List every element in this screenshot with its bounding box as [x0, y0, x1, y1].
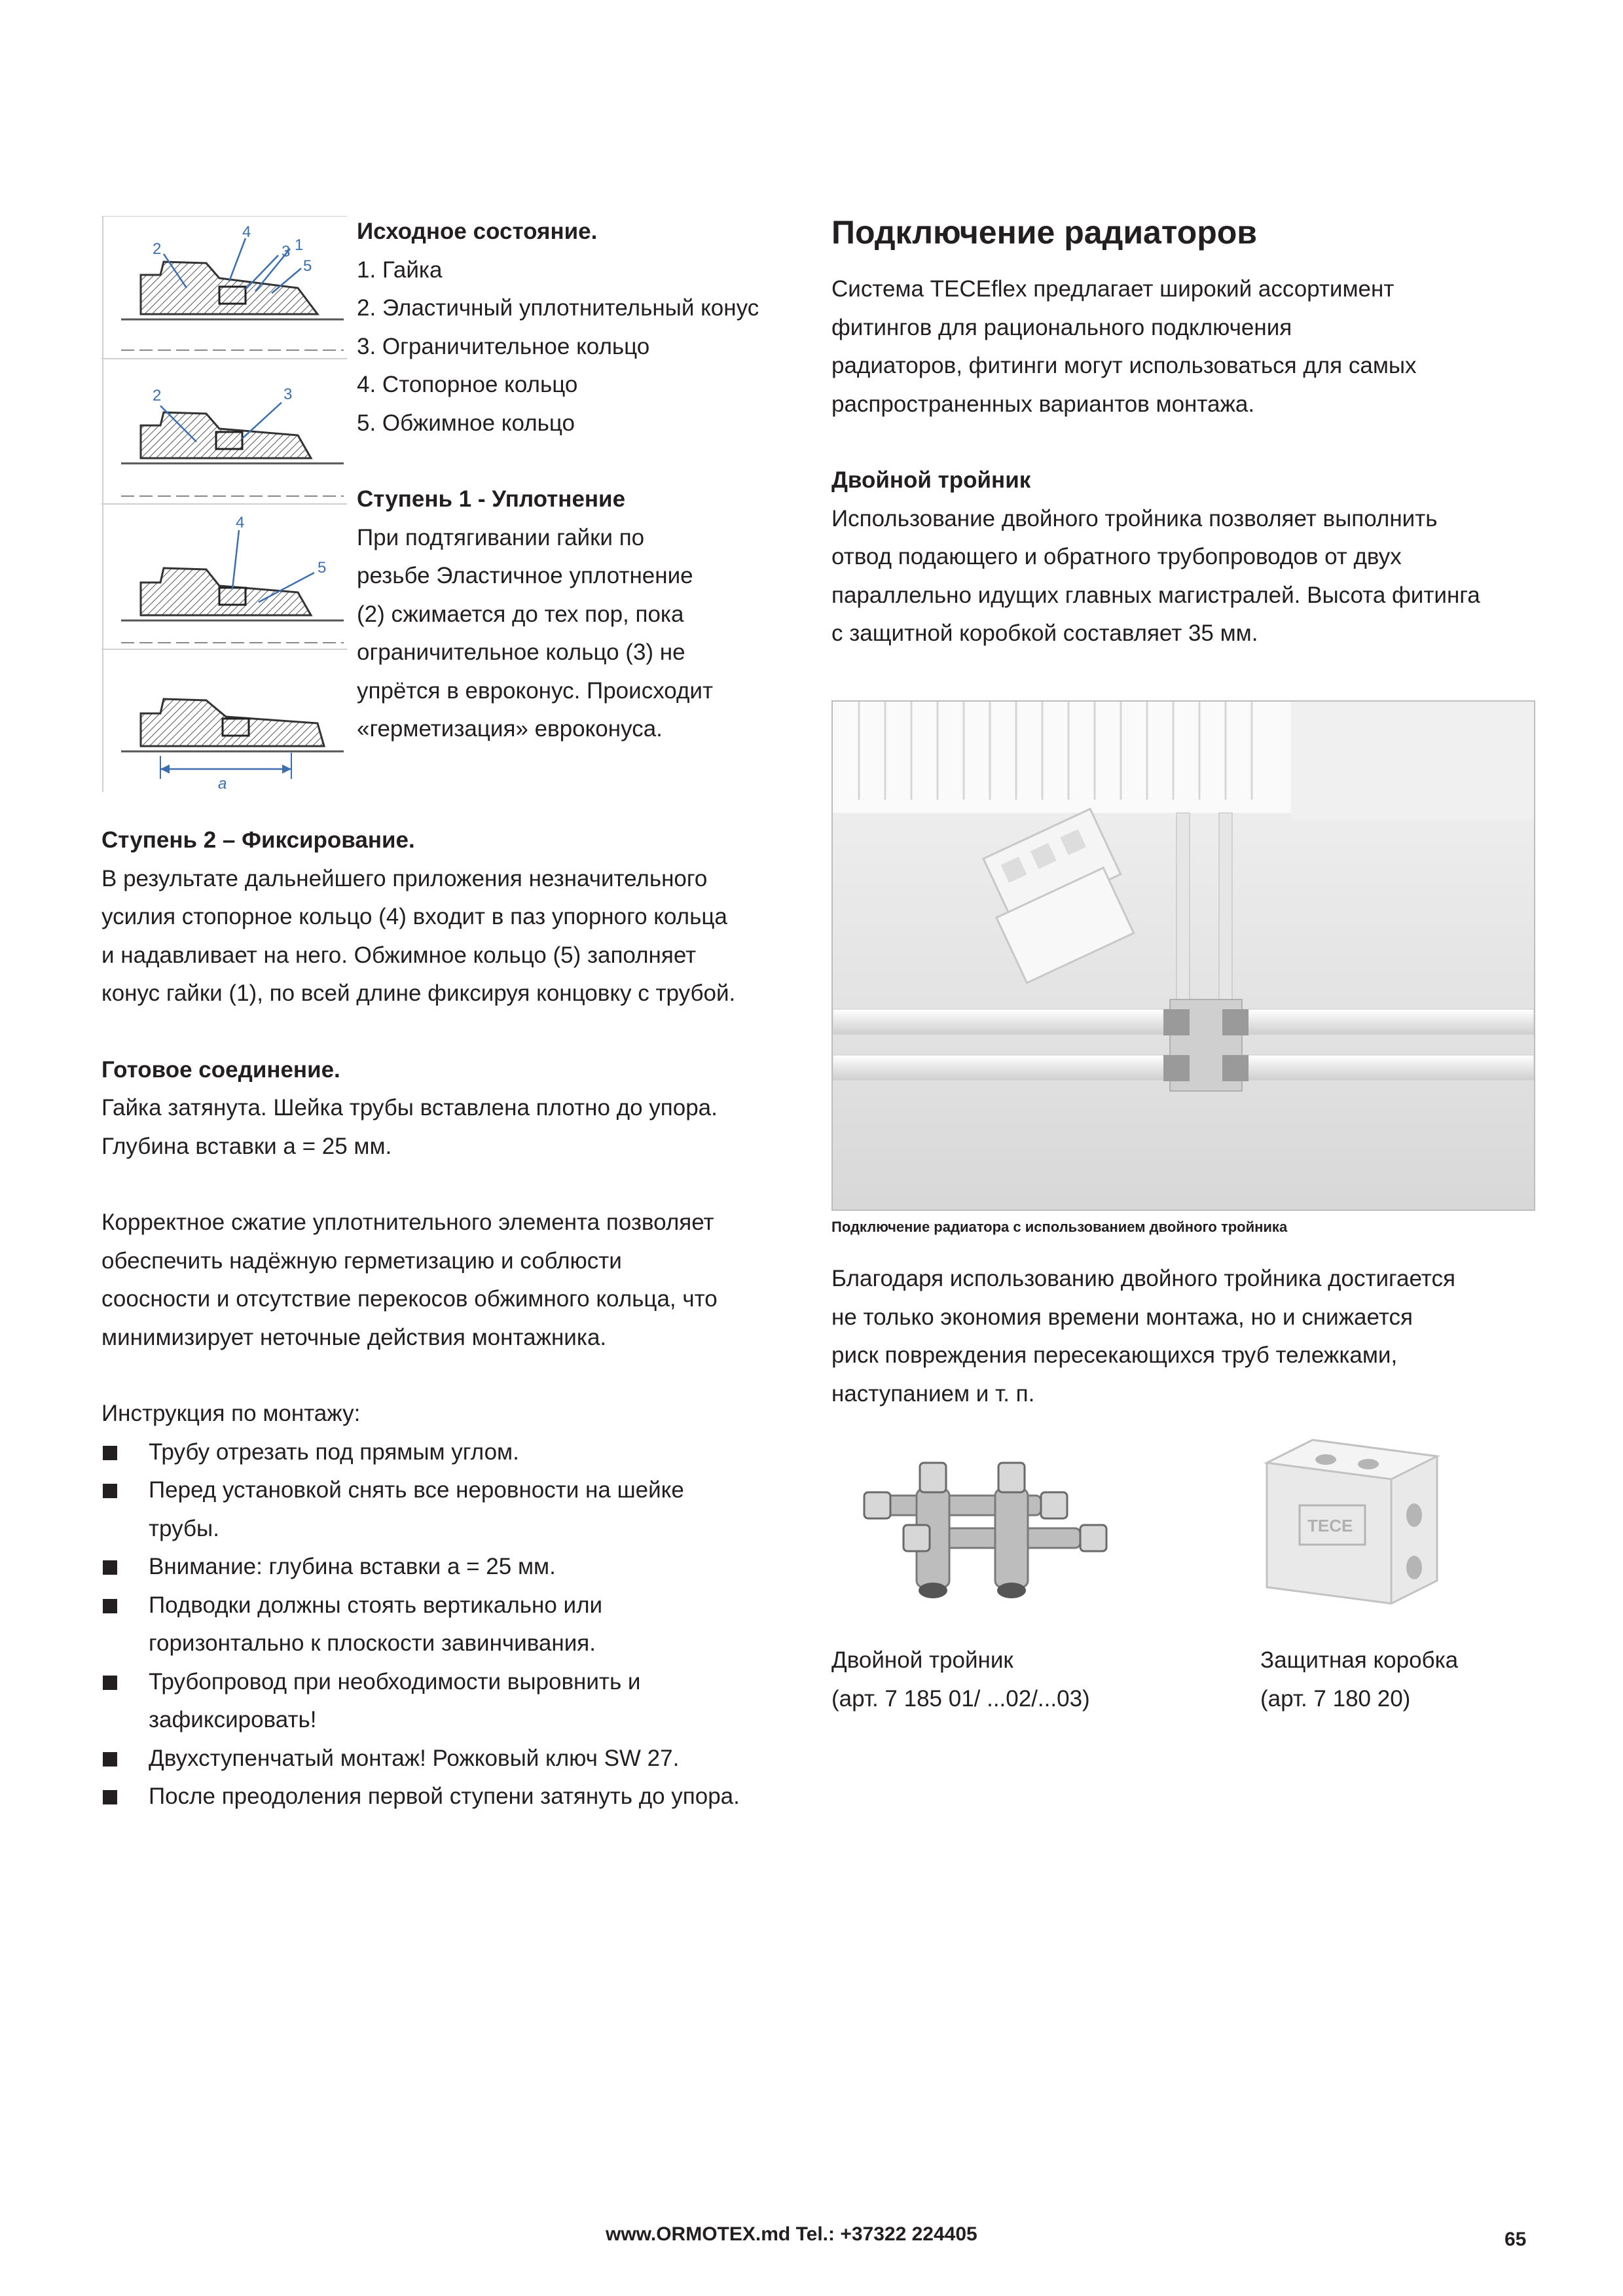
instruction-text: После преодоления первой ступени затянуть до упора.	[149, 1784, 740, 1809]
instructions-list	[101, 1433, 822, 1816]
label-4: 4	[236, 514, 245, 531]
part-item: 5. Обжимное кольцо	[357, 410, 575, 436]
square-bullet-icon	[103, 1446, 117, 1460]
instruction-text: трубы.	[149, 1515, 219, 1541]
intro-line: фитингов для рационального подключения	[831, 314, 1292, 340]
instruction-text: Двухступенчатый монтаж! Рожковый ключ SW 27.	[149, 1745, 680, 1771]
page-number: 65	[1504, 2229, 1527, 2250]
ready-line: Глубина вставки а = 25 мм.	[101, 1133, 392, 1159]
step1-line: (2) сжимается до тех пор, пока	[357, 601, 684, 627]
initial-state-block	[357, 213, 802, 749]
intro-line: Система TECEflex предлагает широкий ассортимент	[831, 276, 1395, 302]
step2-line: В результате дальнейшего приложения незначительного	[101, 865, 708, 891]
instruction-item	[101, 1587, 822, 1663]
tee-line: отвод подающего и обратного трубопроводов от двух	[831, 544, 1402, 569]
product-article: (арт. 7 185 01/ ...02/...03)	[831, 1685, 1090, 1712]
benefit-line: наступанием и т. п.	[831, 1380, 1035, 1407]
part-item: 3. Ограничительное кольцо	[357, 333, 650, 359]
square-bullet-icon	[103, 1560, 117, 1575]
step2-line: конус гайки (1), по всей длине фиксируя концовку с трубой.	[101, 980, 736, 1006]
diagram-panel-step1	[121, 386, 344, 496]
seal-stages-diagram	[101, 216, 347, 792]
tee-title: Двойной тройник	[831, 467, 1031, 493]
square-bullet-icon	[103, 1676, 117, 1690]
instruction-item	[101, 1548, 822, 1587]
left-lower-column	[101, 821, 822, 1816]
step2-line: усилия стопорное кольцо (4) входит в паз упорного кольца	[101, 904, 727, 929]
instruction-item	[101, 1433, 822, 1472]
instruction-item	[101, 1663, 822, 1740]
radiator-illustration	[833, 702, 1534, 1210]
square-bullet-icon	[103, 1752, 117, 1767]
double-tee-product-image	[845, 1450, 1120, 1620]
step2-title: Ступень 2 – Фиксирование.	[101, 827, 415, 853]
product-name: Двойной тройник	[831, 1647, 1013, 1673]
correct-line: минимизирует неточные действия монтажника.	[101, 1324, 607, 1350]
diagram-panel-final	[121, 699, 344, 792]
instruction-text: Подводки должны стоять вертикально или	[149, 1592, 603, 1618]
square-bullet-icon	[103, 1484, 117, 1498]
product-name: Защитная коробка	[1260, 1647, 1459, 1673]
instruction-item	[101, 1778, 822, 1816]
part-item: 1. Гайка	[357, 257, 443, 283]
step1-line: резьбе Эластичное уплотнение	[357, 563, 693, 588]
label-3: 3	[282, 243, 291, 260]
part-item: 2. Эластичный уплотнительный конус	[357, 295, 759, 321]
label-1: 1	[295, 236, 304, 254]
correct-line: Корректное сжатие уплотнительного элемента позволяет	[101, 1210, 714, 1235]
step1-line: упрётся в евроконус. Происходит	[357, 677, 714, 704]
label-5: 5	[318, 559, 327, 577]
benefit-block	[831, 1260, 1552, 1413]
step1-line: ограничительное кольцо (3) не	[357, 639, 685, 665]
square-bullet-icon	[103, 1599, 117, 1613]
instruction-item	[101, 1471, 822, 1548]
instruction-text: зафиксировать!	[149, 1707, 317, 1732]
photo-caption: Подключение радиатора с использованием двойного тройника	[831, 1219, 1288, 1235]
tee-line: параллельно идущих главных магистралей. Высота фитинга	[831, 582, 1480, 608]
ready-line: Гайка затянута. Шейка трубы вставлена плотно до упора.	[101, 1095, 718, 1121]
correct-line: обеспечить надёжную герметизацию и соблюсти	[101, 1247, 622, 1274]
instruction-text: Перед установкой снять все неровности на шейке	[149, 1477, 684, 1503]
label-2: 2	[153, 240, 162, 258]
label-3: 3	[283, 386, 293, 403]
product-protective-box	[1260, 1641, 1555, 1718]
part-item: 4. Стопорное кольцо	[357, 372, 578, 397]
label-4: 4	[242, 223, 251, 241]
instruction-text: Внимание: глубина вставки а = 25 мм.	[149, 1554, 556, 1579]
instructions-title: Инструкция по монтажу:	[101, 1401, 361, 1426]
product-double-tee	[831, 1641, 1224, 1718]
square-bullet-icon	[103, 1790, 117, 1804]
radiator-photo	[831, 700, 1535, 1211]
protective-box-product-image	[1254, 1430, 1450, 1613]
tee-line: Использование двойного тройника позволяет выполнить	[831, 505, 1438, 531]
step1-line: При подтягивании гайки по	[357, 524, 645, 550]
step1-title: Ступень 1 - Уплотнение	[357, 486, 626, 512]
intro-line: радиаторов, фитинги могут использоваться для самых	[831, 353, 1417, 378]
step1-line: «герметизация» евроконуса.	[357, 716, 663, 742]
tee-line: с защитной коробкой составляет 35 мм.	[831, 620, 1258, 646]
label-2: 2	[153, 387, 162, 404]
tece-logo: TECE	[1307, 1516, 1353, 1535]
right-column-top	[831, 213, 1552, 653]
product-article: (арт. 7 180 20)	[1260, 1685, 1411, 1712]
benefit-line: не только экономия времени монтажа, но и снижается	[831, 1304, 1413, 1330]
intro-line: распространенных вариантов монтажа.	[831, 391, 1255, 417]
initial-state-title: Исходное состояние.	[357, 219, 598, 244]
label-a: a	[218, 775, 227, 792]
diagram-panel-step2	[121, 514, 344, 643]
instruction-text: горизонтально к плоскости завинчивания.	[149, 1630, 596, 1656]
footer-contact: www.ORMOTEX.md Tel.: +37322 224405	[606, 2223, 977, 2245]
benefit-line: Благодаря использованию двойного тройника достигается	[831, 1266, 1455, 1291]
label-5: 5	[303, 257, 312, 275]
diagram-panel-initial	[121, 223, 344, 350]
step2-line: и надавливает на него. Обжимное кольцо (5) заполняет	[101, 942, 697, 968]
correct-line: соосности и отсутствие перекосов обжимного кольца, что	[101, 1286, 718, 1312]
page-title: Подключение радиаторов	[831, 214, 1258, 251]
instruction-text: Трубу отрезать под прямым углом.	[149, 1439, 519, 1465]
ready-title: Готовое соединение.	[101, 1056, 340, 1083]
instruction-item	[101, 1740, 822, 1778]
benefit-line: риск повреждения пересекающихся труб тележками,	[831, 1342, 1398, 1368]
instruction-text: Трубопровод при необходимости выровнить и	[149, 1668, 641, 1695]
